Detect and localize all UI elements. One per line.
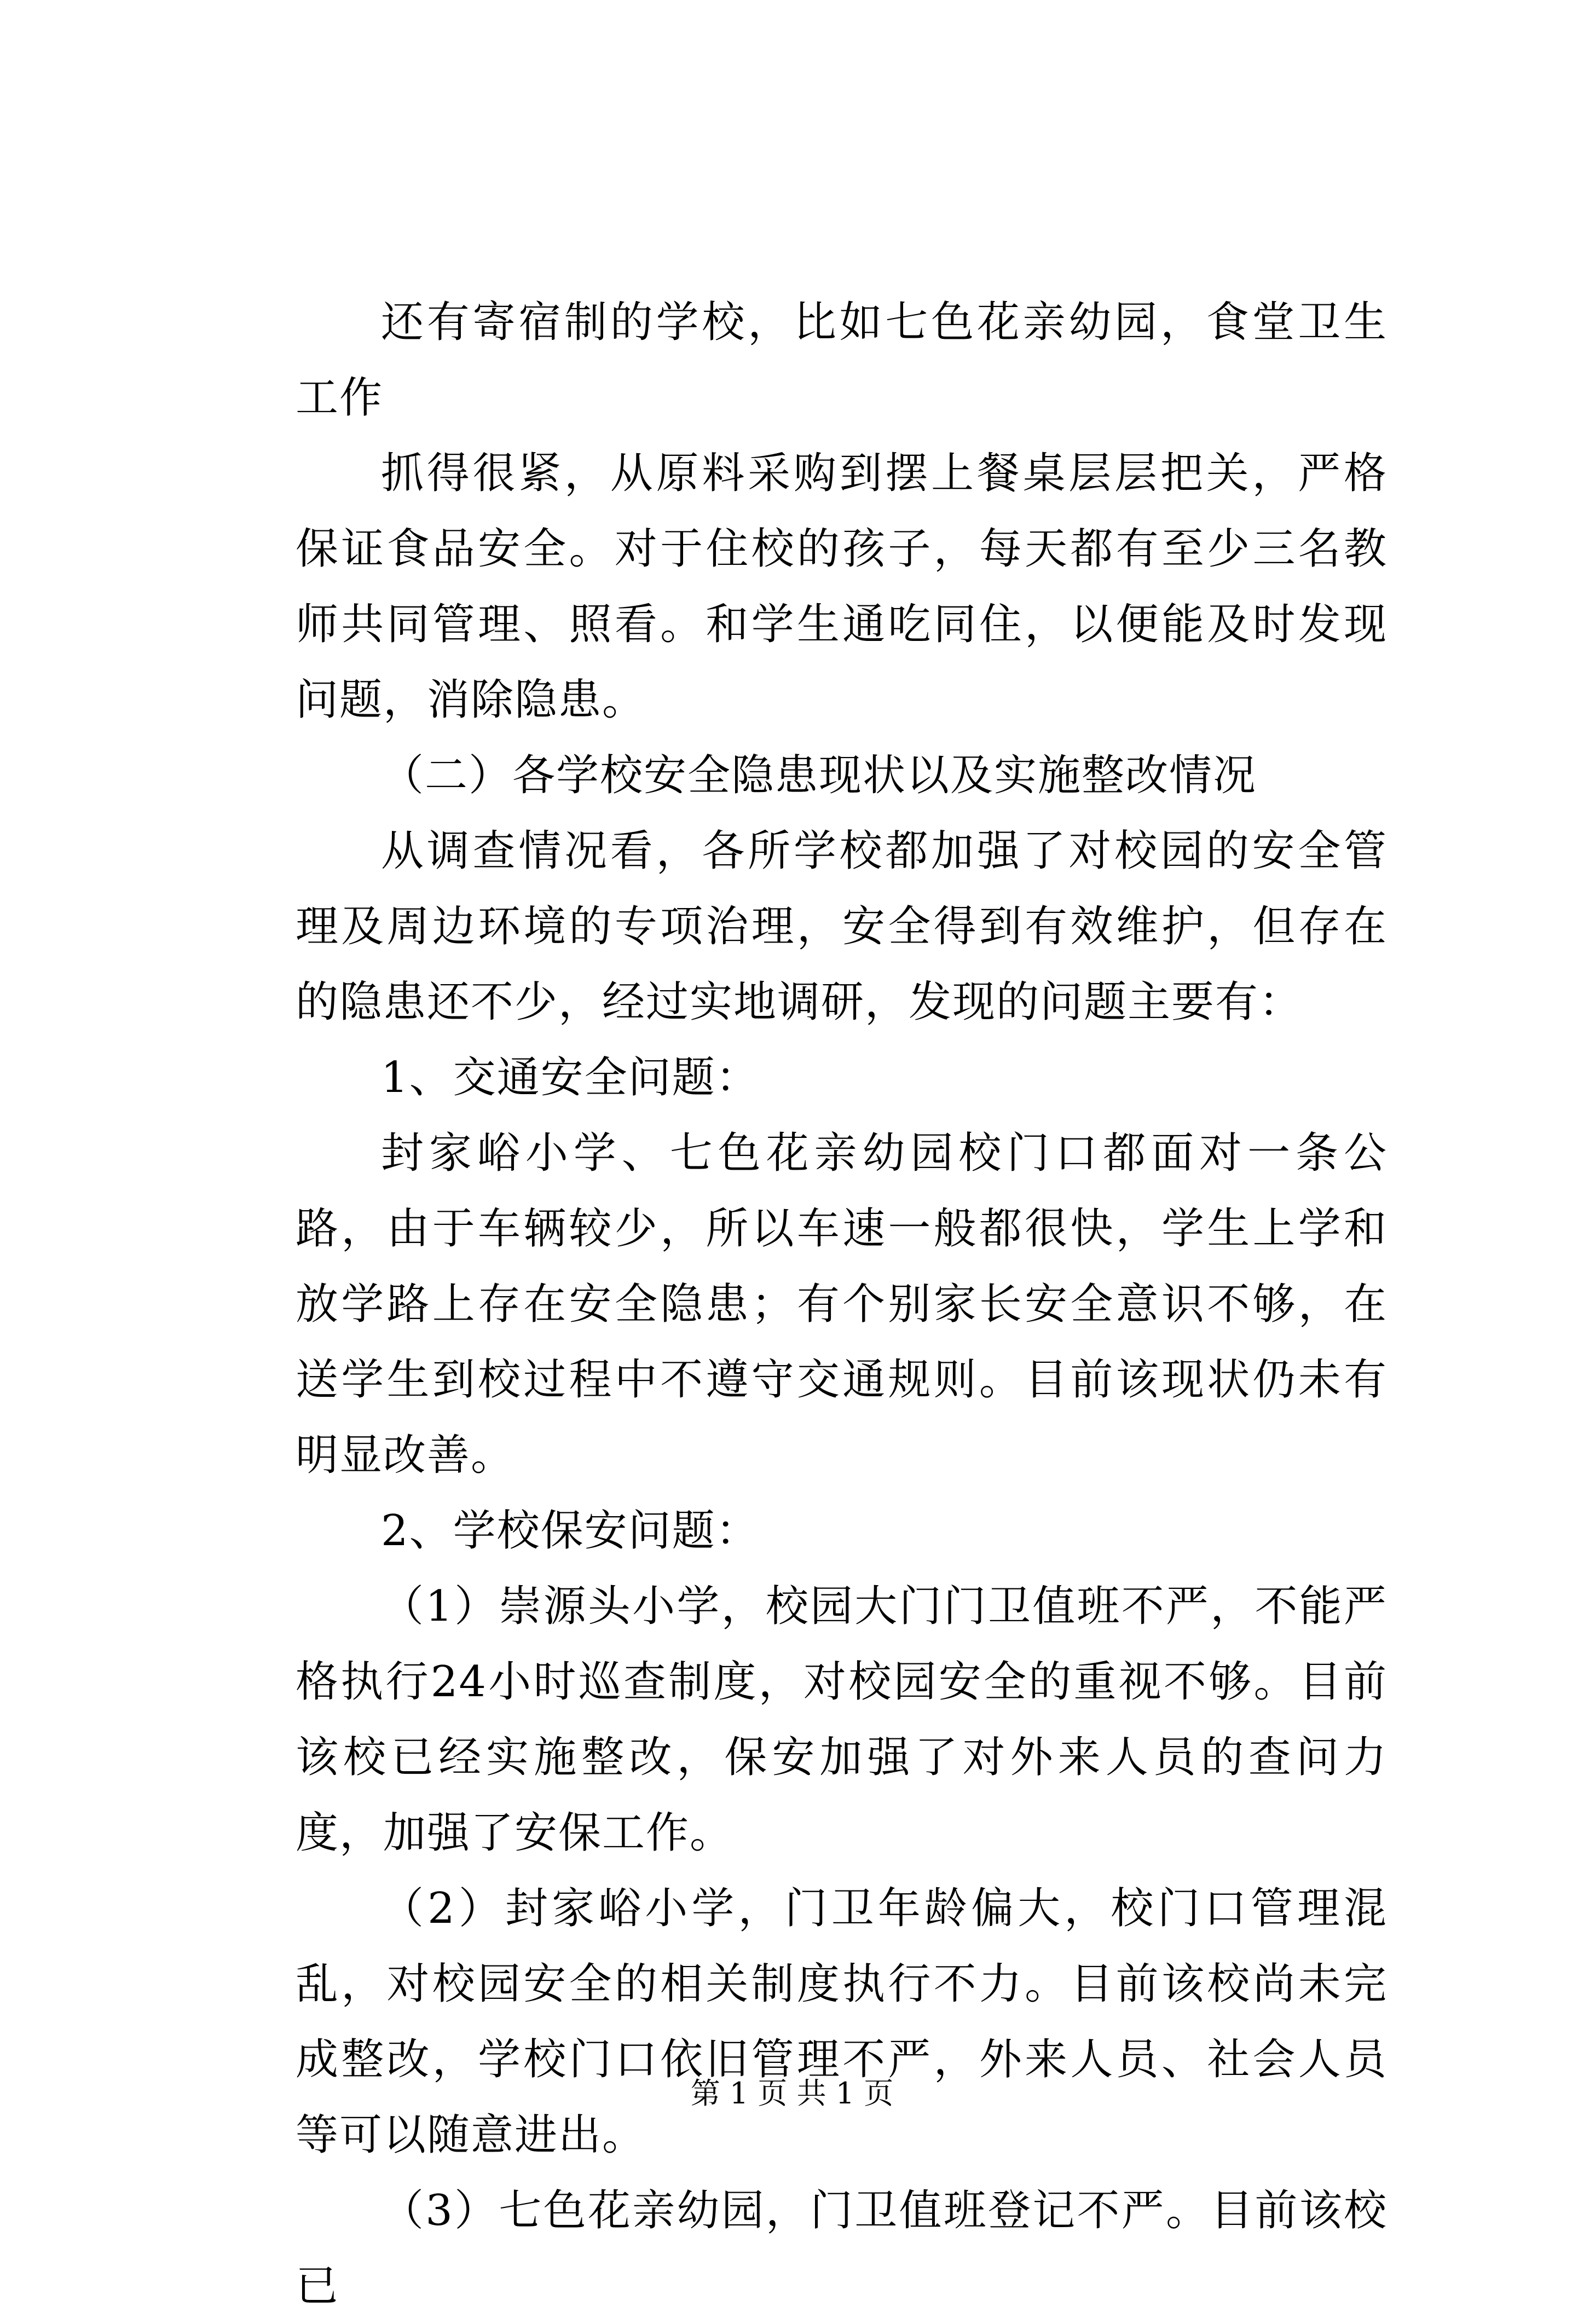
paragraph-6: （2）封家峪小学，门卫年龄偏大，校门口管理混乱，对校园安全的相关制度执行不力。目前该校尚未完成整改，学校门口依旧管理不严，外来人员、社会人员等可以随意进出。 [296, 1884, 1388, 2160]
section-heading: （二）各学校安全隐患现状以及实施整改情况 [381, 751, 1257, 800]
paragraph-4: 封家峪小学、七色花亲幼园校门口都面对一条公路，由于车辆较少，所以车速一般都很快，学生上学和放学路上存在安全隐患；有个别家长安全意识不够，在送学生到校过程中不遵守交通规则。目前该现状仍未有明显改善。 [296, 1129, 1388, 1480]
subheading-traffic: 1、交通安全问题： [381, 1053, 760, 1102]
subheading-security: 2、学校保安问题： [381, 1506, 760, 1556]
paragraph-2: 抓得很紧，从原料采购到摆上餐桌层层把关，严格保证食品安全。对于住校的孩子，每天都有至少三名教师共同管理、照看。和学生通吃同住，以便能及时发现问题，消除隐患。 [296, 449, 1388, 725]
paragraph-1: 还有寄宿制的学校，比如七色花亲幼园，食堂卫生工作 [296, 298, 1388, 423]
document-body [296, 285, 1388, 2324]
paragraph-5: （1）崇源头小学，校园大门门卫值班不严，不能严格执行24小时巡查制度，对校园安全的重视不够。目前该校已经实施整改，保安加强了对外来人员的查问力度，加强了安保工作。 [296, 1582, 1388, 1858]
paragraph-7: （3）七色花亲幼园，门卫值班登记不严。目前该校已 [296, 2186, 1388, 2311]
paragraph-3: 从调查情况看，各所学校都加强了对校园的安全管理及周边环境的专项治理，安全得到有效维护，但存在的隐患还不少，经过实地调研，发现的问题主要有： [296, 826, 1388, 1027]
page-footer: 第 1 页 共 1 页 [690, 2076, 894, 2111]
